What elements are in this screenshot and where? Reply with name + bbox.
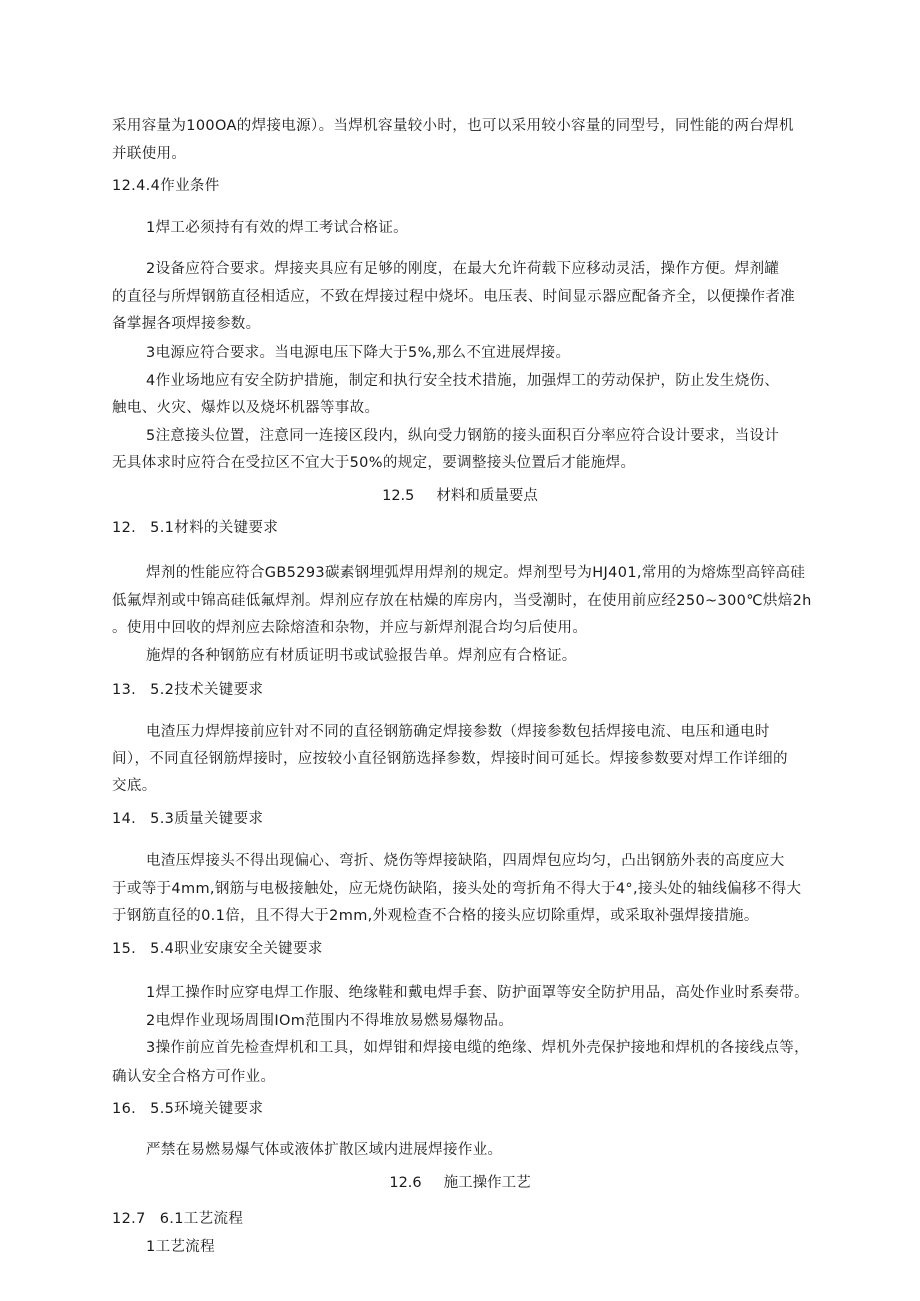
section-5-2-title: [112, 680, 263, 700]
section-title: 5.3质量关键要求: [150, 811, 264, 827]
section-number: 12.: [112, 520, 137, 536]
s1254-paragraph-3-line-2: 确认安全合格方可作业。: [112, 1069, 276, 1085]
s1254-paragraph-1: 1焊工操作时应穿电焊工作服、绝缘鞋和戴电焊手套、防护面罩等安全防护用品，高处作业时系奏带。: [146, 985, 809, 1001]
section-title: 5.4职业安康安全关键要求: [150, 941, 323, 957]
section-number: 16.: [112, 1101, 137, 1117]
section-title: 5.1材料的关键要求: [150, 520, 279, 536]
s1255-paragraph-1: 严禁在易燃易爆气体或液体扩散区域内进展焊接作业。: [146, 1142, 503, 1158]
s1244-paragraph-2-line-1: 2设备应符合要求。焊接夹具应有足够的刚度，在最大允许荷载下应移动灵活，操作方便。焊剂罐: [146, 261, 780, 277]
s1244-paragraph-1: 1焊工必须持有有效的焊工考试合格证。: [146, 220, 409, 236]
intro-line-2: 并联使用。: [112, 146, 187, 162]
s1252-paragraph-1-line-1: 电渣压力焊焊接前应针对不同的直径钢筋确定焊接参数（焊接参数包括焊接电流、电压和通电时: [146, 724, 770, 740]
section-number: 13.: [112, 682, 137, 698]
s1244-paragraph-4-line-2: 触电、火灾、爆炸以及烧坏机器等事故。: [112, 400, 380, 416]
s1253-paragraph-1-line-3: 于钢筋直径的0.1倍，且不得大于2mm,外观检查不合格的接头应切除重焊，或采取补强焊接措施。: [112, 908, 759, 924]
s1244-paragraph-5-line-2: 无具体求时应符合在受拉区不宜大于50%的规定，要调整接头位置后才能施焊。: [112, 455, 636, 471]
s1244-paragraph-5-line-1: 5注意接头位置，注意同一连接区段内，纵向受力钢筋的接头面积百分率应符合设计要求，当设计: [146, 428, 780, 444]
section-5-1-title: [112, 518, 278, 538]
intro-line-1: 采用容量为100OA的焊接电源）。当焊机容量较小时，也可以采用较小容量的同型号，同性能的两台焊机: [112, 118, 794, 134]
s1251-paragraph-1-line-2: 低氟焊剂或中锦高硅低氟焊剂。焊剂应存放在枯燥的库房内，当受潮时，在使用前应经250~300℃烘焙2h: [112, 593, 812, 609]
s1253-paragraph-1-line-1: 电渣压焊接头不得出现偏心、弯折、烧伤等焊接缺陷，四周焊包应均匀，凸出钢筋外表的高度应大: [146, 853, 785, 869]
s1252-paragraph-1-line-3: 交底。: [112, 778, 157, 794]
section-6-1-title: [112, 1209, 243, 1229]
s1253-paragraph-1-line-2: 于或等于4mm,钢筋与电极接触处，应无烧伤缺陷，接头处的弯折角不得大于4°,接头处的轴线偏移不得大: [112, 881, 802, 897]
section-number: 12.5: [382, 488, 415, 504]
section-title: 材料和质量要点: [436, 488, 538, 504]
s1261-paragraph-1: 1工艺流程: [146, 1239, 215, 1255]
section-5-4-title: [112, 939, 323, 959]
s1244-paragraph-3: 3电源应符合要求。当电源电压下降大于5%,那么不宜进展焊接。: [146, 345, 571, 361]
s1251-paragraph-1-line-1: 焊剂的性能应符合GB5293碳素钢埋弧焊用焊剂的规定。焊剂型号为HJ401,常用的为熔炼型高锌高硅: [146, 565, 806, 581]
section-number: 12.6: [389, 1175, 422, 1191]
s1244-paragraph-2-line-3: 备掌握各项焊接参数。: [112, 316, 261, 332]
section-5-3-title: [112, 809, 263, 829]
section-title: 5.2技术关键要求: [150, 682, 264, 698]
s1244-paragraph-4-line-1: 4作业场地应有安全防护措施，制定和执行安全技术措施，加强焊工的劳动保护，防止发生烧伤、: [146, 373, 780, 389]
section-title: 6.1工艺流程: [159, 1211, 244, 1227]
s1251-paragraph-1-line-3: 。使用中回收的焊剂应去除熔渣和杂物，并应与新焊剂混合均匀后使用。: [112, 620, 588, 636]
section-number: 14.: [112, 811, 137, 827]
s1252-paragraph-1-line-2: 间），不同直径钢筋焊接时，应按较小直径钢筋选择参数，焊接时间可延长。焊接参数要对焊工作详细的: [112, 751, 788, 767]
section-number: 15.: [112, 941, 137, 957]
section-title: 5.5环境关键要求: [150, 1101, 264, 1117]
section-12-4-4-title: 12.4.4作业条件: [112, 178, 220, 194]
section-number: 12.7: [112, 1211, 146, 1227]
section-12-5-heading: [0, 486, 920, 506]
s1244-paragraph-2-line-2: 的直径与所焊钢筋直径相适应，不致在焊接过程中烧坏。电压表、时间显示器应配备齐全，以便操作者准: [112, 289, 796, 305]
s1254-paragraph-3-line-1: 3操作前应首先检查焊机和工具，如焊钳和焊接电缆的绝缘、焊机外壳保护接地和焊机的各接线点等，: [146, 1040, 809, 1056]
section-title: 施工操作工艺: [443, 1175, 531, 1191]
section-5-5-title: [112, 1099, 263, 1119]
section-12-6-heading: [0, 1173, 920, 1193]
s1254-paragraph-2: 2电焊作业现场周围IOm范围内不得堆放易燃易爆物品。: [146, 1013, 514, 1029]
s1251-paragraph-2: 施焊的各种钢筋应有材质证明书或试验报告单。焊剂应有合格证。: [146, 648, 577, 664]
